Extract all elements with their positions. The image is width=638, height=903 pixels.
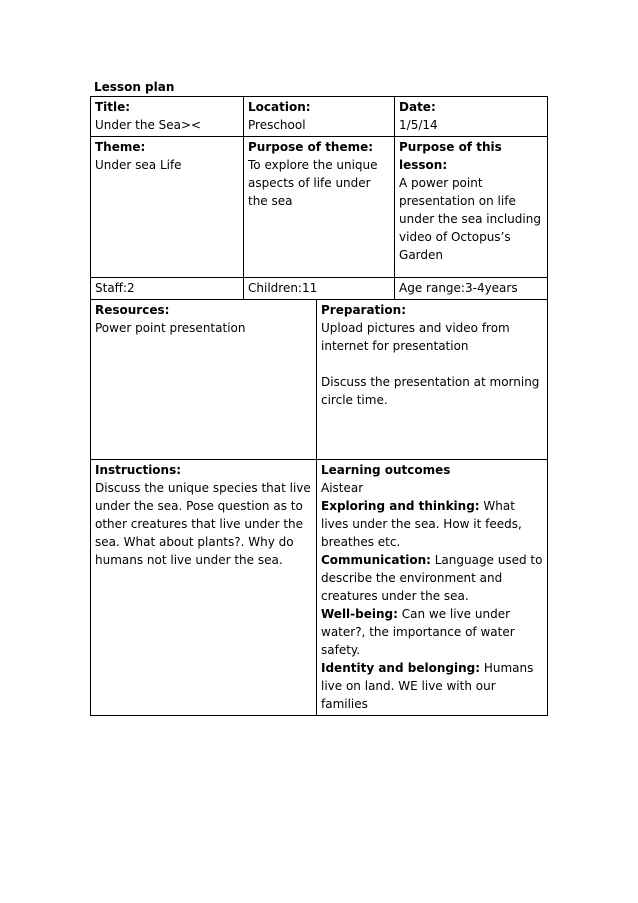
children-value: Children:11 xyxy=(248,281,318,295)
preparation-cell xyxy=(317,300,548,460)
staff-value: Staff:2 xyxy=(95,281,135,295)
title-value: Under the Sea>< xyxy=(95,118,202,132)
outcomes-framework: Aistear xyxy=(321,481,364,495)
outcome-label: Exploring and thinking: xyxy=(321,499,480,513)
preparation-line-1: Upload pictures and video from internet for presentation xyxy=(321,321,510,353)
date-value: 1/5/14 xyxy=(399,118,438,132)
learning-outcomes-cell xyxy=(317,460,548,716)
table-row xyxy=(91,300,548,460)
theme-value: Under sea Life xyxy=(95,158,182,172)
date-label: Date: xyxy=(399,100,436,114)
learning-outcomes-label: Learning outcomes xyxy=(321,463,451,477)
purpose-lesson-value: A power point presentation on life under the sea including video of Octopus’s Garden xyxy=(399,176,541,262)
outcome-text: What lives under the sea. How it feeds, breathes etc. xyxy=(321,499,522,549)
children-cell xyxy=(244,278,395,300)
location-value: Preschool xyxy=(248,118,306,132)
outcome-item xyxy=(321,659,543,713)
instructions-value: Discuss the unique species that live under the sea. Pose question as to other creatures that live under the sea. What about plants?. Why do humans not live under the sea. xyxy=(95,481,311,567)
staff-cell xyxy=(91,278,244,300)
purpose-theme-label: Purpose of theme: xyxy=(248,140,374,154)
purpose-theme-cell xyxy=(244,137,395,278)
instructions-label: Instructions: xyxy=(95,463,182,477)
theme-label: Theme: xyxy=(95,140,146,154)
outcome-item xyxy=(321,605,543,659)
lesson-plan-table xyxy=(90,96,548,716)
outcome-label: Identity and belonging: xyxy=(321,661,480,675)
preparation-label: Preparation: xyxy=(321,303,406,317)
table-row xyxy=(91,97,548,137)
outcome-label: Well-being: xyxy=(321,607,398,621)
page-title: Lesson plan xyxy=(94,80,175,94)
title-cell xyxy=(91,97,244,137)
resources-value: Power point presentation xyxy=(95,321,246,335)
title-label: Title: xyxy=(95,100,131,114)
instructions-cell xyxy=(91,460,317,716)
table-row xyxy=(91,460,548,716)
preparation-line-2: Discuss the presentation at morning circle time. xyxy=(321,375,540,407)
outcome-item xyxy=(321,551,543,605)
purpose-theme-value: To explore the unique aspects of life under the sea xyxy=(248,158,378,208)
location-label: Location: xyxy=(248,100,311,114)
table-row xyxy=(91,137,548,278)
purpose-lesson-cell xyxy=(395,137,548,278)
outcome-label: Communication: xyxy=(321,553,431,567)
outcome-text: Humans live on land. WE live with our families xyxy=(321,661,534,711)
theme-cell xyxy=(91,137,244,278)
location-cell xyxy=(244,97,395,137)
age-range-cell xyxy=(395,278,548,300)
resources-label: Resources: xyxy=(95,303,170,317)
outcome-text: Language used to describe the environment and creatures under the sea. xyxy=(321,553,543,603)
outcome-item xyxy=(321,497,543,551)
date-cell xyxy=(395,97,548,137)
purpose-lesson-label: Purpose of this lesson: xyxy=(399,140,502,172)
table-row xyxy=(91,278,548,300)
outcome-text: Can we live under water?, the importance of water safety. xyxy=(321,607,515,657)
resources-cell xyxy=(91,300,317,460)
age-range-value: Age range:3-4years xyxy=(399,281,518,295)
